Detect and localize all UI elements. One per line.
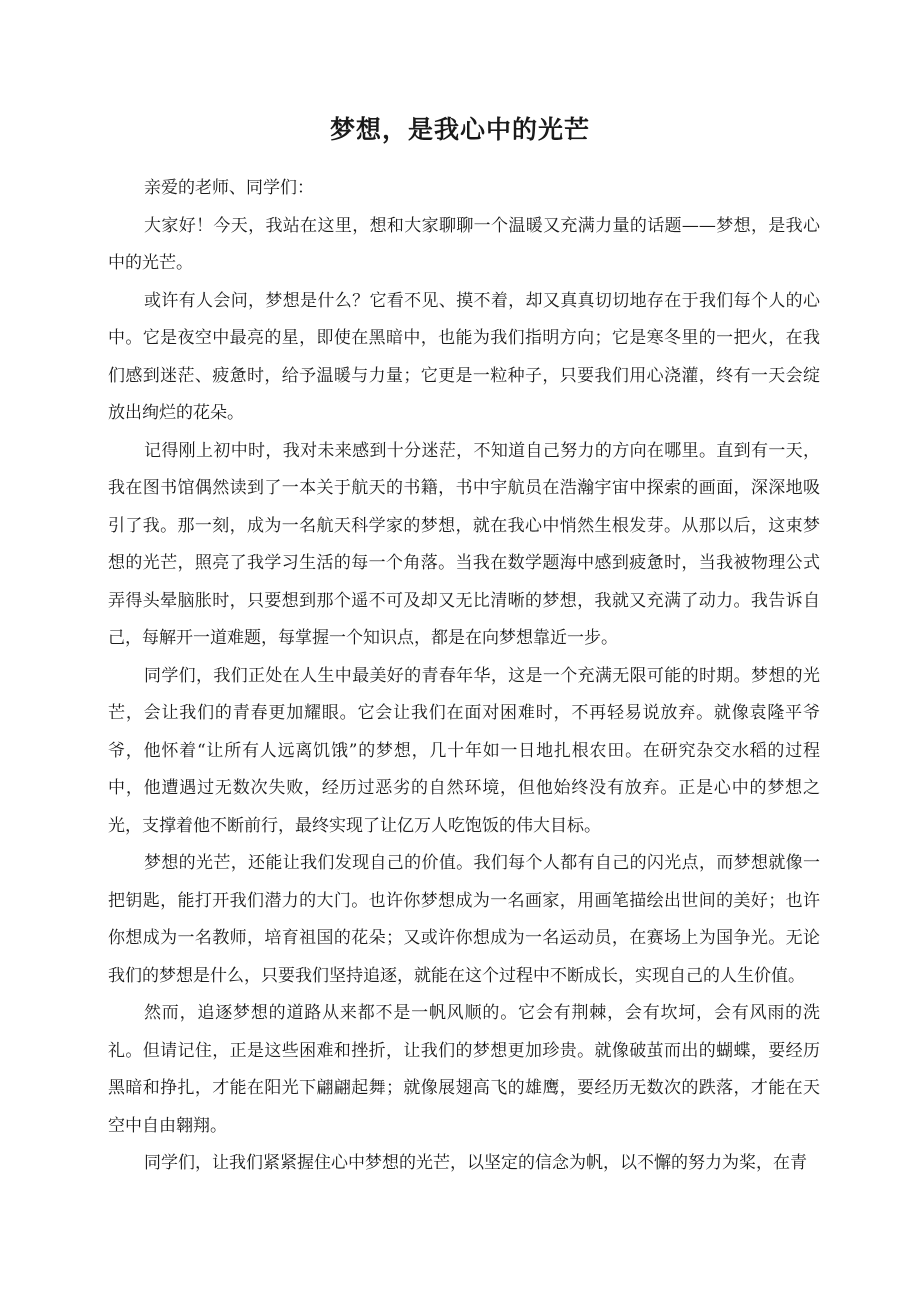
paragraph: 然而，追逐梦想的道路从来都不是一帆风顺的。它会有荆棘，会有坎坷，会有风雨的洗礼。但请记住，正是这些困难和挫折，让我们的梦想更加珍贵。就像破茧而出的蝴蝶，要经历黑暗和挣扎，才能在阳光下翩翩起舞；就像展翅高飞的雄鹰，要经历无数次的跌落，才能在天空中自由翱翔。 xyxy=(108,1003,820,1136)
paragraph: 同学们，我们正处在人生中最美好的青春年华，这是一个充满无限可能的时期。梦想的光芒，会让我们的青春更加耀眼。它会让我们在面对困难时，不再轻易说放弃。就像袁隆平爷爷，他怀着“让所有人远离饥饿”的梦想，几十年如一日地扎根农田。在研究杂交水稻的过程中，他遭遇过无数次失败，经历过恶劣的自然环境，但他始终没有放弃。正是心中的梦想之光，支撑着他不断前行，最终实现了让亿万人吃饱饭的伟大目标。 xyxy=(108,665,820,836)
document-title: 梦想，是我心中的光芒 xyxy=(329,115,590,144)
paragraph: 大家好！今天，我站在这里，想和大家聊聊一个温暖又充满力量的话题——梦想，是我心中的光芒。 xyxy=(108,215,820,273)
paragraph: 梦想的光芒，还能让我们发现自己的价值。我们每个人都有自己的闪光点，而梦想就像一把钥匙，能打开我们潜力的大门。也许你梦想成为一名画家，用画笔描绘出世间的美好；也许你想成为一名教师，培育祖国的花朵；又或许你想成为一名运动员，在赛场上为国争光。无论我们的梦想是什么，只要我们坚持追逐，就能在这个过程中不断成长，实现自己的人生价值。 xyxy=(108,853,820,986)
paragraph: 记得刚上初中时，我对未来感到十分迷茫，不知道自己努力的方向在哪里。直到有一天，我在图书馆偶然读到了一本关于航天的书籍，书中宇航员在浩瀚宇宙中探索的画面，深深地吸引了我。那一刻，成为一名航天科学家的梦想，就在我心中悄然生根发芽。从那以后，这束梦想的光芒，照亮了我学习生活的每一个角落。当我在数学题海中感到疲惫时，当我被物理公式弄得头晕脑胀时，只要想到那个遥不可及却又无比清晰的梦想，我就又充满了动力。我告诉自己，每解开一道难题，每掌握一个知识点，都是在向梦想靠近一步。 xyxy=(108,440,820,648)
paragraph: 同学们，让我们紧紧握住心中梦想的光芒，以坚定的信念为帆，以不懈的努力为桨，在青 xyxy=(144,1153,807,1173)
document-body xyxy=(108,170,820,1183)
paragraph: 或许有人会问，梦想是什么？它看不见、摸不着，却又真真切切地存在于我们每个人的心中。它是夜空中最亮的星，即使在黑暗中，也能为我们指明方向；它是寒冬里的一把火，在我们感到迷茫、疲惫时，给予温暖与力量；它更是一粒种子，只要我们用心浇灌，终有一天会绽放出绚烂的花朵。 xyxy=(108,290,820,423)
paragraph-greeting: 亲爱的老师、同学们： xyxy=(144,178,314,198)
